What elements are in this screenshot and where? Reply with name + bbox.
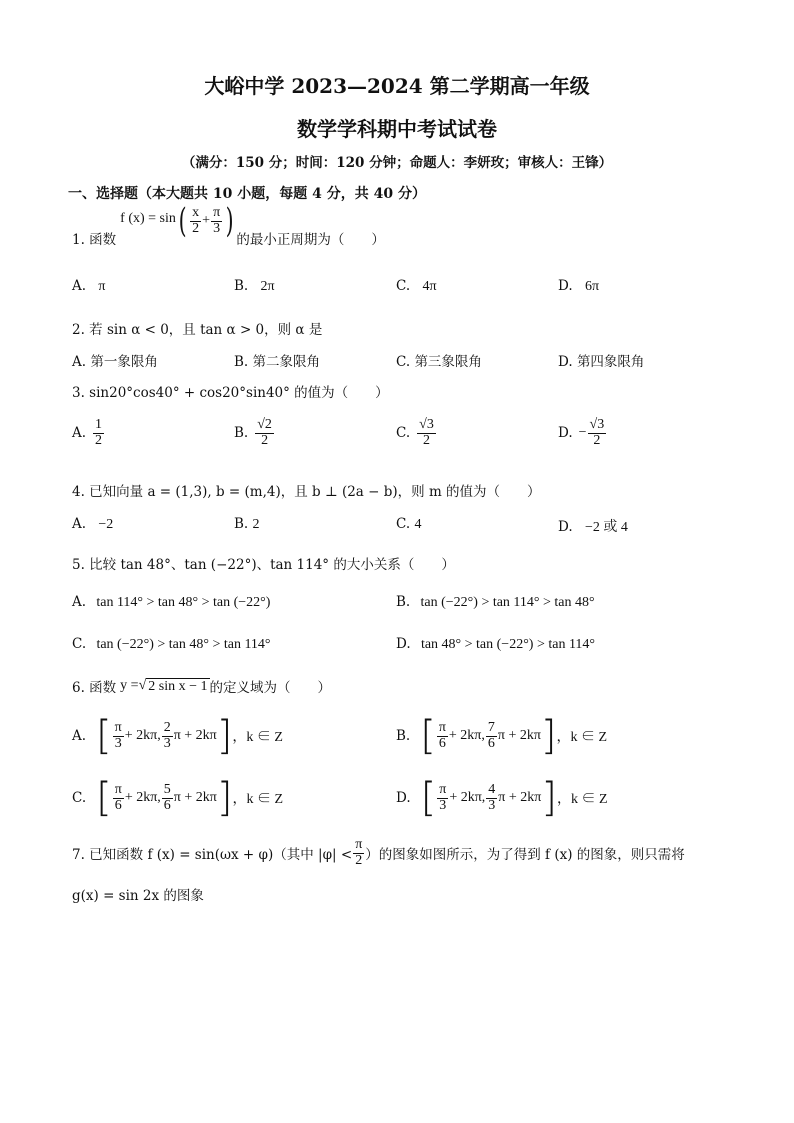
- q3-option-d[interactable]: D. − $\frac{√3}{2}$: [558, 417, 605, 448]
- question-3: 3. sin20°cos40° + cos20°sin40° 的值为（ ）: [72, 385, 389, 401]
- q2-option-c[interactable]: C. 第三象限角: [396, 354, 482, 370]
- q1-option-b[interactable]: B. 2π: [234, 278, 275, 294]
- q5-option-a[interactable]: A. tan 114° > tan 48° > tan (−22°): [72, 594, 271, 610]
- q4-option-c[interactable]: C. 4: [396, 516, 422, 532]
- q5-option-b[interactable]: B. tan (−22°) > tan 114° > tan 48°: [396, 594, 595, 610]
- q3-option-c[interactable]: C. $\frac{√3}{2}$: [396, 417, 434, 448]
- q2-option-a[interactable]: A. 第一象限角: [72, 354, 158, 370]
- q6-option-b[interactable]: B. [ $\frac{\pi}{6}$ + 2kπ, $\frac{7}{6}$ π + 2kπ ] ，k ∈ Z: [396, 713, 608, 759]
- q4-option-a[interactable]: A. −2: [72, 516, 114, 532]
- question-6: 6. 函数 y = √ 2 sin x − 1 的定义域为（ ）: [72, 677, 331, 696]
- question-5: 5. 比较 tan 48°、tan (−22°)、tan 114° 的大小关系（ ）: [72, 557, 455, 573]
- q2-option-b[interactable]: B. 第二象限角: [234, 354, 321, 370]
- title-line-2: 数学学科期中考试试卷: [297, 117, 497, 141]
- q6-sqrt: √ 2 sin x − 1: [138, 677, 208, 694]
- q1-frac-pi-over-3: $\frac{\pi}{3}$: [213, 204, 221, 236]
- q7-frac-pi-over-2: $\frac{\pi}{2}$: [355, 837, 363, 868]
- q1-option-a[interactable]: A. π: [72, 278, 106, 294]
- q6-option-a[interactable]: A. [ $\frac{\pi}{3}$ + 2kπ, $\frac{2}{3}$ π + 2kπ ] ，k ∈ Z: [72, 713, 283, 759]
- q2-option-d[interactable]: D. 第四象限角: [558, 354, 645, 370]
- question-7-line-2: g(x) = sin 2x 的图象: [72, 888, 204, 904]
- q3-option-b[interactable]: B. $\frac{√2}{2}$: [234, 417, 272, 448]
- question-2: 2. 若 sin α < 0，且 tan α > 0，则 α 是: [72, 322, 323, 338]
- q6-option-c[interactable]: C. [ $\frac{\pi}{6}$ + 2kπ, $\frac{5}{6}$ π + 2kπ ] ，k ∈ Z: [72, 775, 284, 821]
- q5-option-c[interactable]: C. tan (−22°) > tan 48° > tan 114°: [72, 636, 271, 652]
- q1-tail: 的最小正周期为（ ）: [236, 232, 385, 248]
- question-4: 4. 已知向量 a = (1,3), b = (m,4)，且 b ⊥ (2a − b)，则 m 的值为（ ）: [72, 484, 541, 500]
- q4-option-b[interactable]: B. 2: [234, 516, 260, 532]
- question-7: 7. 已知函数 f (x) = sin(ωx + φ)（其中 |φ| < $\frac{\pi}{2}$ ）的图象如图所示，为了得到 f (x) 的图象，则只需将: [72, 837, 685, 868]
- question-1: 1. 函数 f (x) = sin ( $\frac{x}{2}$ + $\frac{\pi}{3}$ ) 的最小正周期为（ ）: [72, 201, 385, 248]
- exam-meta: （满分：150 分；时间：120 分钟；命题人：李妍玫；审核人：王锋）: [181, 155, 613, 171]
- q3-option-a[interactable]: A. $\frac{1}{2}$: [72, 417, 103, 448]
- q5-option-d[interactable]: D. tan 48° > tan (−22°) > tan 114°: [396, 636, 596, 652]
- q1-function: f (x) = sin: [120, 211, 176, 226]
- q1-option-d[interactable]: D. 6π: [558, 278, 600, 294]
- q6-option-d[interactable]: D. [ $\frac{\pi}{3}$ + 2kπ, $\frac{4}{3}$ π + 2kπ ] ，k ∈ Z: [396, 775, 608, 821]
- title-line-1: 大峪中学 2023—2024 第二学期高一年级: [204, 74, 590, 98]
- q1-frac-x-over-2: $\frac{x}{2}$: [192, 204, 200, 236]
- q1-option-c[interactable]: C. 4π: [396, 278, 437, 294]
- section-heading: 一、选择题（本大题共 10 小题，每题 4 分，共 40 分）: [68, 186, 426, 202]
- q4-option-d[interactable]: D. −2 或 4: [558, 519, 628, 535]
- q1-prefix: 1. 函数: [72, 232, 117, 248]
